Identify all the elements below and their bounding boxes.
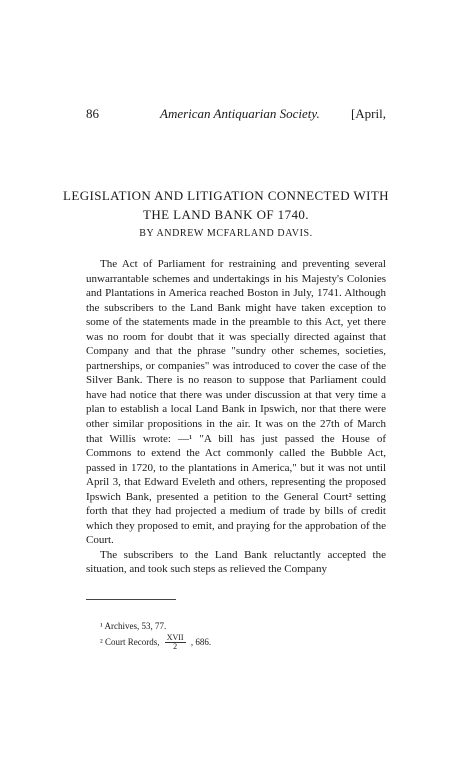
title-line-2: THE LAND BANK OF 1740. [143,207,309,222]
footnote-2-suffix: , 686. [190,637,212,647]
page-number: 86 [86,106,99,121]
volume-fraction [165,634,186,651]
paragraph: The subscribers to the Land Bank reluctantly accepted the situation, and took such steps as relieved the Company [86,548,386,576]
running-month: [April, [350,106,386,121]
footnote-2 [100,634,386,651]
paragraph: The Act of Parliament for restraining and preventing several unwarrantable schemes and undertakings in his Majesty's Colonies and Plantations in America reached Boston in July, 1741. Although the subscribers to the Land Bank might have taken exception to some of the statements made in the preamble to this Act, yet there was no room for doubt that it was specially directed against that Company and that the phrase "sundry other schemes, societies, partnerships, or companies" was introduced to cover the case of the Silver Bank. There is no reason to suppose that Parliament could have had notice that there was under discussion at that very time a plan to establish a local Land Bank in Ipswich, nor that there were other similar propositions in the air. It was on the 27th of March that Willis wrote: —¹ "A bill has just passed the House of Commons to extend the Act commonly called the Bubble Act, passed in 1720, to the plantations in America," but it was not until April 3, that Edward Eveleth and others, representing the proposed Ipswich Bank, presented a petition to the General Court² setting forth that they had projected a medium of trade by bills of credit which they proposed to emit, and praying for the approbation of the Court. [86,258,386,547]
footnote-2-prefix: ² Court Records, [100,637,160,647]
article-body [86,257,386,577]
footnote-1: ¹ Archives, 53, 77. [100,621,167,631]
title-line-1: LEGISLATION AND LITIGATION CONNECTED WITH [63,188,389,203]
author-byline: BY ANDREW MCFARLAND DAVIS. [139,228,313,239]
running-title: American Antiquarian Society. [160,106,320,121]
volume-denominator: 2 [173,642,178,652]
volume-numerator: XVII [166,633,184,643]
footnotes [100,618,386,651]
article-title [60,186,392,224]
page-header [86,106,386,124]
footnote-separator [86,599,386,609]
footnote-rule [86,599,176,600]
